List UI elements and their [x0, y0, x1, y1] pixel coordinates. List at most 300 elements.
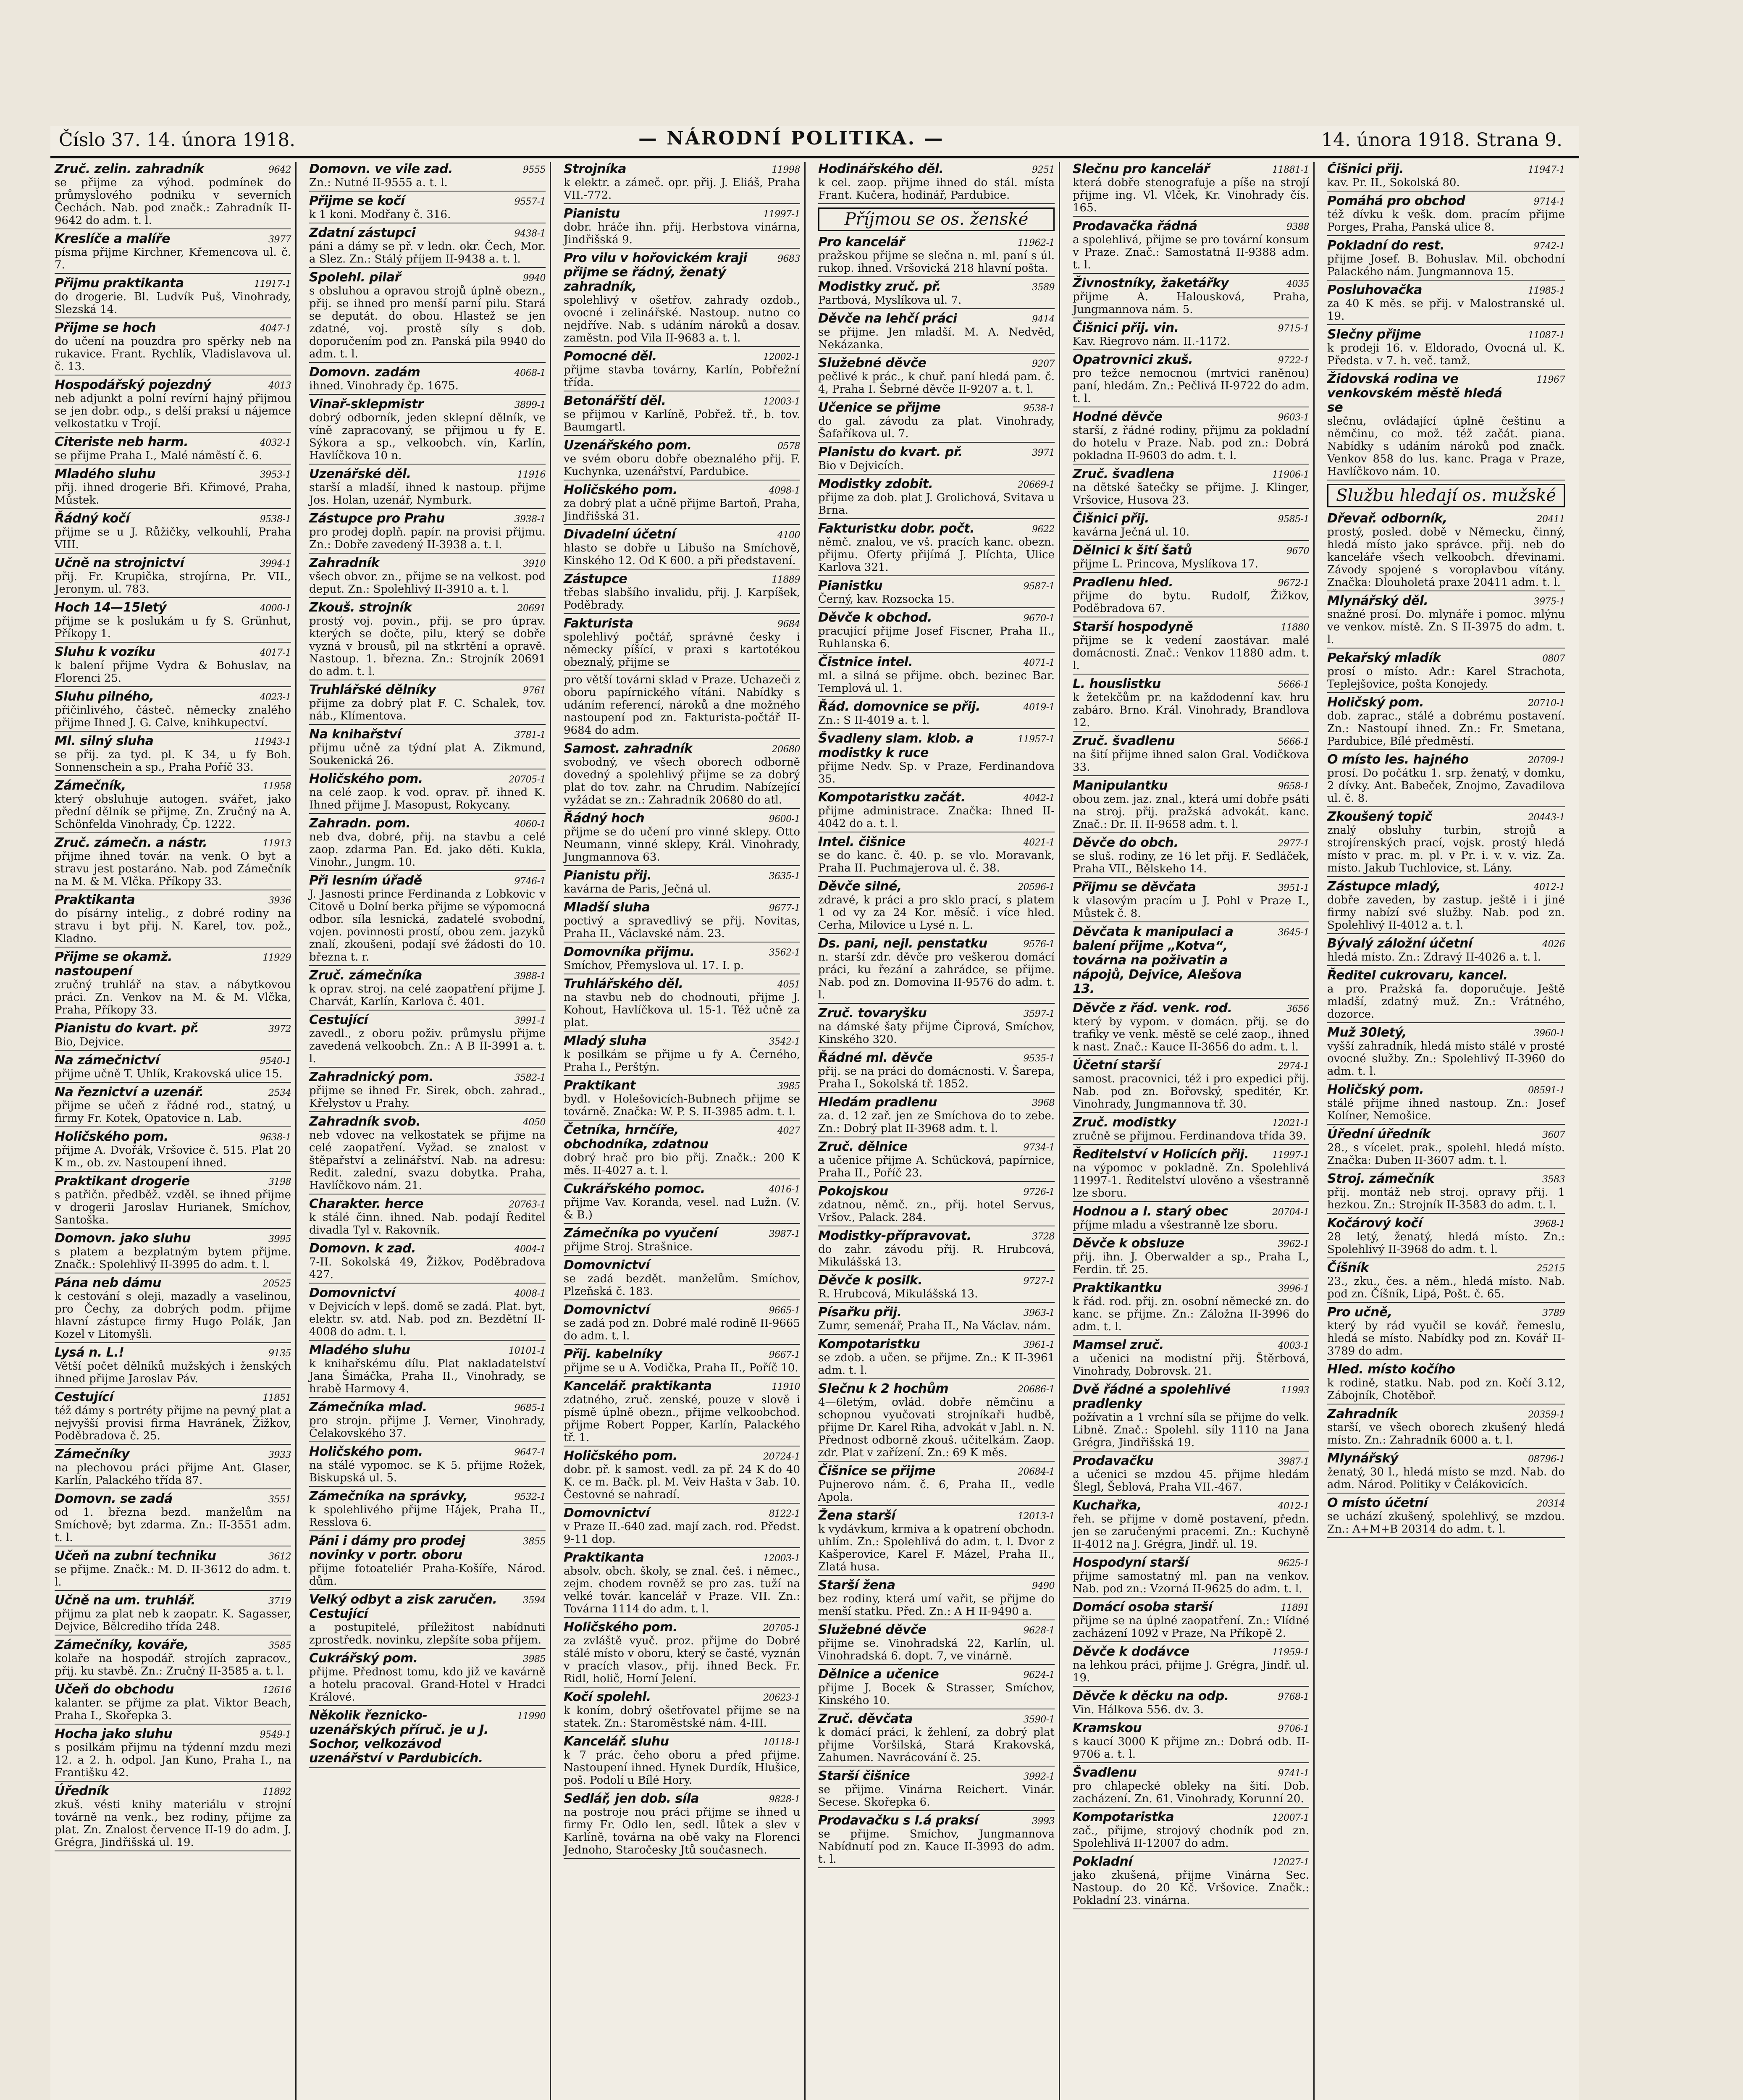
ad-heading: [1327, 1172, 1565, 1186]
ad-title: Domovnictví: [564, 1258, 650, 1273]
ad-title: Bývalý záložní účetní: [1327, 936, 1473, 951]
ad-body: za zvláště vyuč. proz. přijme do Dobré stálé místo v oboru, který se časté, vyznán v pracích vlasov., přij. ihned Beck. Fr. Ridl, holič, Horní Jelení.: [564, 1635, 800, 1685]
ad-heading: [564, 1735, 800, 1749]
ad-title: Na knihařství: [309, 727, 402, 742]
ad-code: 5666-1: [1278, 737, 1309, 747]
ad-heading: [309, 556, 546, 570]
ad-heading: [564, 1690, 800, 1704]
ad-body: na postroje nou práci přijme se ihned u firmy Fr. Odlo len, sedl. lůtek a slev v Karlíně, továrna na obě vaky na Florenci Jednoho, Staročesky Jtů současnech.: [564, 1806, 800, 1856]
ad-body: přijme stavba továrny, Karlín, Pobřežní třída.: [564, 364, 800, 389]
ad-heading: [1327, 1261, 1565, 1275]
ad-title: Domovn. se zadá: [55, 1491, 173, 1506]
ad-heading: [1327, 753, 1565, 767]
ad-heading: [1073, 1454, 1309, 1468]
ad-heading: [564, 394, 800, 408]
classified-ad: [1073, 1721, 1309, 1763]
ad-body: starší a mladší, ihned k nastoup. přijme Jos. Holan, uzenář, Nymburk.: [309, 481, 546, 507]
ad-code: 3594: [523, 1595, 546, 1606]
classified-ad: [818, 1712, 1055, 1767]
ad-code: 11993: [1281, 1385, 1309, 1396]
classified-ad: [564, 1347, 800, 1377]
classified-ad: [1327, 1026, 1565, 1080]
classified-ad: [564, 1123, 800, 1179]
ad-title: Děvče k dodávce: [1073, 1644, 1189, 1659]
ad-heading: [818, 1667, 1055, 1682]
ad-code: 3953-1: [260, 470, 291, 480]
ad-heading: [309, 601, 546, 615]
ad-heading: [1073, 353, 1309, 367]
classified-ad: [818, 522, 1055, 576]
ad-body: 7-II. Sokolská 49, Žižkov, Poděbradova 427.: [309, 1256, 546, 1281]
ad-body: jako zkušená, přijme Vinárna Sec. Nastoup. do 20 Kč. Vršovice. Značk.: Pokladní 23. vinárna.: [1073, 1869, 1309, 1907]
ad-code: 9683: [777, 254, 800, 264]
ad-heading: [1327, 372, 1565, 415]
ad-heading: [55, 1492, 291, 1506]
ad-heading: [564, 162, 800, 176]
ad-code: 20710-1: [1528, 698, 1565, 709]
classified-ad: [55, 601, 291, 643]
ad-body: přijmu za plat neb k zaopatr. K. Sagasser, Dejvice, Bělcrediho třída 248.: [55, 1608, 291, 1633]
ad-code: 3992-1: [1023, 1772, 1055, 1782]
ad-body: do písárny intelig., z dobré rodiny na stravu i byt přij. N. Karel, tov. pož., Kladno.: [55, 907, 291, 945]
ad-title: Zahradn. pom.: [309, 816, 411, 831]
ad-heading: [1073, 467, 1309, 481]
classified-ad: [309, 365, 546, 395]
ad-code: 11892: [262, 1787, 291, 1797]
ad-title: Truhlářské dělníky: [309, 682, 436, 697]
ad-title: Kompotaristku: [818, 1337, 920, 1352]
classified-ad: [1327, 1216, 1565, 1258]
ad-heading: [564, 1347, 800, 1362]
classified-ad: [309, 467, 546, 509]
classified-ad: [1073, 1766, 1309, 1808]
classified-ad: [309, 556, 546, 598]
classified-ad: [564, 207, 800, 249]
classified-ad: [55, 779, 291, 833]
ad-title: Praktikant: [564, 1078, 636, 1093]
ad-heading: [1073, 543, 1309, 558]
ad-code: 3562-1: [769, 948, 800, 958]
ad-code: 9540-1: [260, 1056, 291, 1066]
ad-code: 9603-1: [1278, 412, 1309, 423]
ad-heading: [1073, 1556, 1309, 1570]
ad-heading: [55, 1727, 291, 1741]
ad-heading: [309, 1197, 546, 1211]
ad-heading: [818, 401, 1055, 415]
ad-code: 3968: [1032, 1098, 1055, 1108]
classified-ad: [1073, 1689, 1309, 1719]
ad-code: 25215: [1536, 1263, 1565, 1274]
classified-ad: [55, 950, 291, 1019]
ad-title: Učně na strojnictví: [55, 556, 184, 570]
ad-title: Zámečníka mlad.: [309, 1400, 427, 1415]
classified-ad: [564, 162, 800, 204]
ad-body: přijme se u J. Růžičky, velkouhlí, Praha VIII.: [55, 526, 291, 551]
ad-title: Kuchařka,: [1073, 1498, 1142, 1513]
classified-ad: [1073, 1147, 1309, 1202]
ad-body: kavárna de Paris, Ječná ul.: [564, 883, 711, 895]
classified-ad: [55, 1174, 291, 1229]
ad-heading: [55, 1053, 291, 1068]
ad-title: Cestující: [309, 1013, 368, 1027]
classified-ad: [818, 1769, 1055, 1811]
ad-title: Několik řeznicko-uzenářských příruč. je u J. Sochor, velkozávod uzenářství v Pardubicích.: [309, 1708, 488, 1766]
ad-title: Domovn. k zad.: [309, 1241, 416, 1256]
ad-title: Účetní starší: [1073, 1058, 1160, 1073]
ad-heading: [309, 683, 546, 697]
column-5: [1068, 162, 1315, 2100]
classified-ad: [1073, 1454, 1309, 1496]
ad-code: 3991-1: [514, 1016, 546, 1026]
ad-title: Přijmu se děvčata: [1073, 880, 1196, 895]
ad-body: který by rád vyučil se kovář. řemeslu, hledá se místo. Nabídky pod zn. Kovář II-3789 do adm.: [1327, 1320, 1565, 1357]
ad-code: 3985: [777, 1081, 800, 1092]
classified-ad: [818, 401, 1055, 443]
ad-heading: [55, 1593, 291, 1608]
ad-heading: [309, 226, 546, 240]
ad-title: Na zámečnictví: [55, 1053, 160, 1068]
ad-body: kavárna Ječná ul. 10.: [1073, 526, 1190, 538]
ad-heading: [55, 1276, 291, 1290]
ad-body: Bio v Dejvicích.: [818, 459, 904, 472]
classified-ad: [1073, 677, 1309, 732]
ad-body: pro težce nemocnou (mrtvici raněnou) paní, hledám. Zn.: Pečlivá II-9722 do adm. t. l.: [1073, 367, 1309, 405]
classified-ad: [55, 1346, 291, 1388]
ad-code: 9670: [1286, 546, 1309, 556]
ad-heading: [55, 1683, 291, 1697]
ad-heading: [1327, 1127, 1565, 1142]
ad-title: Kreslíče a malíře: [55, 231, 170, 246]
classified-ad: [564, 572, 800, 614]
classified-ad: [309, 816, 546, 871]
ad-heading: [564, 528, 800, 542]
ad-title: Pomáhá pro obchod: [1327, 194, 1465, 208]
ad-code: 4027: [777, 1126, 800, 1136]
ad-heading: [564, 207, 800, 221]
ad-title: Švadleny slam. klob. a modistky k ruce: [818, 731, 974, 760]
ad-title: Na řeznictví a uzenář.: [55, 1085, 204, 1100]
ad-title: Sluhu k vozíku: [55, 645, 155, 659]
classified-ad: [564, 483, 800, 525]
ad-body: pro větší továrni sklad v Praze. Uchazeči z oboru papírnického vítáni. Nabídky s udáním referencí, nároků a dne možného nastoupení pod zn. Fakturista-počtář II-9684 do adm.: [564, 674, 800, 737]
ad-heading: [1073, 321, 1309, 335]
classified-ad: [1073, 1338, 1309, 1380]
ad-heading: [309, 727, 546, 742]
ad-code: 11985-1: [1528, 286, 1565, 296]
ad-heading: [309, 512, 546, 526]
ad-title: Úředník: [55, 1784, 109, 1798]
ad-title: Zruč. zelin. zahradník: [55, 162, 204, 176]
ad-title: Lysá n. L.!: [55, 1345, 124, 1360]
classified-ad: [309, 874, 546, 966]
ad-title: Zruč. švadlena: [1073, 467, 1174, 481]
classified-ad: [818, 579, 1055, 608]
classified-ad: [55, 232, 291, 274]
classified-ad: [564, 900, 800, 942]
ad-title: Zruč. děvčata: [818, 1712, 913, 1726]
ad-heading: [1327, 328, 1565, 342]
ad-title: Praktikanta: [55, 892, 135, 907]
ad-title: Děvčata k manipulaci a balení přijme „Kotva“, továrna na poživatin a nápojů, Dejvice, Alešova 13.: [1073, 924, 1242, 996]
ad-title: Cukrářského pomoc.: [564, 1181, 705, 1196]
classified-ad: [818, 1051, 1055, 1093]
classified-ad: [818, 1140, 1055, 1182]
ad-code: 11891: [1281, 1603, 1309, 1613]
ad-heading: [309, 1286, 546, 1300]
ad-body: k domácí práci, k žehlení, za dobrý plat přijme Voršilská, Stará Krakovská, Zahumen. Navrácování č. 25.: [818, 1726, 1055, 1764]
ad-heading: [564, 1379, 800, 1394]
ad-heading: [309, 1343, 546, 1357]
ad-code: 4004-1: [514, 1244, 546, 1255]
ad-title: Ředitelství v Holicích přij.: [1073, 1147, 1249, 1162]
classified-ad: [1073, 219, 1309, 274]
classified-ad: [1073, 1205, 1309, 1234]
ad-heading: [564, 1449, 800, 1463]
classified-ad: [55, 1276, 291, 1343]
ad-body: k cestování s oleji, mazadly a vaselinou, pro Čechy, za dobrých podm. přijme hlavní zástupce firmy Hugo Polák, Jan Kozel v Litomyšli.: [55, 1290, 291, 1341]
classified-ad: [55, 162, 291, 229]
ad-body: zručně se přijmou. Ferdinandova třída 39.: [1073, 1130, 1306, 1142]
ad-heading: [55, 1346, 291, 1360]
ad-title: Posluhovačka: [1327, 283, 1422, 297]
section-banner: Příjmou se os. ženské: [818, 207, 1055, 231]
ad-title: Zámečníka po vyučení: [564, 1226, 718, 1241]
ad-body: příjme mladu a všestranně lze sboru.: [1073, 1219, 1278, 1231]
classified-ad: [1327, 1452, 1565, 1494]
ad-title: Pokladní do rest.: [1327, 238, 1445, 253]
ad-title: Opatrovnici zkuš.: [1073, 352, 1193, 367]
ad-body: na dámské šaty přijme Čiprová, Smíchov, Kinského 320.: [818, 1021, 1055, 1046]
ad-heading: [55, 690, 291, 704]
ad-code: 3985: [523, 1654, 546, 1664]
classified-ad: [1073, 162, 1309, 217]
ad-heading: [818, 655, 1055, 669]
ad-code: 3585: [268, 1641, 291, 1651]
classified-ad: [1073, 353, 1309, 407]
ad-body: na dětské šatečky se přijme. J. Klinger, Vršovice, Husova 23.: [1073, 481, 1309, 507]
ad-title: Zahradník: [1327, 1407, 1397, 1421]
ad-heading: [55, 1549, 291, 1563]
ad-title: Pokladní: [1073, 1854, 1133, 1869]
classified-ad: [1327, 1496, 1565, 1538]
classified-ad: [564, 617, 800, 671]
ad-title: Učeň do obchodu: [55, 1682, 174, 1697]
ad-title: Slečnu pro kancelář: [1073, 162, 1210, 176]
ad-heading: [818, 579, 1055, 593]
ad-body: přijme do bytu. Rudolf, Žižkov, Poděbradova 67.: [1073, 590, 1309, 615]
ad-body: ženatý, 30 l., hledá místo se mzd. Nab. do adm. Národ. Politiky v Čelákovicích.: [1327, 1466, 1565, 1491]
ad-body: k elektr. a zámeč. opr. přij. J. Eliáš, Praha VII.-772.: [564, 176, 800, 202]
ad-title: Kompotaristka: [1073, 1810, 1174, 1824]
ad-title: Holičského pom.: [55, 1129, 168, 1144]
classified-ad: [818, 1382, 1055, 1462]
ad-heading: [1073, 219, 1309, 234]
classified-ad: [1073, 321, 1309, 350]
ad-body: poctivý a spravedlivý se přij. Novitas, Praha II., Václavské nám. 23.: [564, 915, 800, 940]
ad-title: Čišnici přij. vin.: [1073, 320, 1179, 335]
ad-heading: [818, 790, 1055, 805]
classified-ad: [55, 1549, 291, 1591]
ad-heading: [309, 1489, 546, 1504]
classified-ad: [818, 1006, 1055, 1048]
ad-code: 9665-1: [769, 1305, 800, 1316]
ad-code: 3590-1: [1023, 1714, 1055, 1725]
ad-body: na šití přijme ihned salon Gral. Vodičkova 33.: [1073, 748, 1309, 774]
ad-title: Pekařský mladík: [1327, 651, 1441, 665]
ad-title: Dělnice a učenice: [818, 1667, 939, 1682]
ad-body: stálé přijme ihned nastoup. Zn.: Josef Kolíner, Nemošice.: [1327, 1097, 1565, 1122]
classified-ad: [564, 977, 800, 1032]
ad-title: Zámečníka na správky,: [309, 1489, 468, 1504]
classified-ad: [818, 235, 1055, 277]
ad-code: 4071-1: [1023, 658, 1055, 668]
ad-body: přij. ihn. J. Oberwalder a sp., Praha I., Ferdin. tř. 25.: [1073, 1251, 1309, 1276]
ad-title: Mladší sluha: [564, 900, 650, 915]
ad-heading: [55, 321, 291, 335]
classified-ad: [55, 321, 291, 375]
ad-title: Dělnici k šití šatů: [1073, 543, 1192, 558]
ad-heading: [1073, 1236, 1309, 1251]
ad-body: zručný truhlář na stav. a nábytkovou práci. Zn. Venkov na M. & M. Vlčka, Praha, Příkopy 33.: [55, 979, 291, 1016]
classified-ad: [564, 674, 800, 739]
ad-code: 08591-1: [1528, 1085, 1565, 1096]
ad-title: Domovnictví: [309, 1286, 396, 1300]
ad-heading: [55, 734, 291, 748]
classified-ad: [564, 1034, 800, 1076]
ad-title: Zdatní zástupci: [309, 226, 416, 240]
ad-code: 9624-1: [1023, 1670, 1055, 1680]
issue-number: Číslo 37. 14. února 1918.: [59, 129, 296, 151]
ad-code: 9538-1: [1023, 403, 1055, 414]
ad-body: přijme se. Vinohradská 22, Karlín, ul. Vinohradská 6. dopt. 7, ve vinárně.: [818, 1637, 1055, 1662]
classified-ad: [1327, 937, 1565, 966]
ad-body: všech obvor. zn., přijme se na velkost. pod deput. Zn.: Spolehlivý II-3910 a. t. l.: [309, 570, 546, 596]
ad-body: snažné prosí. Do. mlynáře i pomoc. mlýnu ve venkov. místě. Zn. S II-3975 do adm. t. l.: [1327, 608, 1565, 646]
ad-body: pro chlapecké obleky na šití. Dob. zacházení. Zn. 61. Vinohrady, Korunní 20.: [1073, 1780, 1309, 1805]
ad-code: 11997-1: [763, 209, 800, 220]
ad-heading: [1327, 162, 1565, 176]
ad-body: kalanter. se přijme za plat. Viktor Beach, Praha I., Skořepka 3.: [55, 1697, 291, 1722]
ad-body: přijme Nedv. Sp. v Praze, Ferdinandova 35.: [818, 760, 1055, 785]
ad-code: 9715-1: [1278, 323, 1309, 334]
classified-ad: [818, 732, 1055, 788]
ad-code: 9638-1: [260, 1132, 291, 1143]
ad-title: Zámečníky: [55, 1447, 130, 1462]
ad-title: Betonářští děl.: [564, 394, 666, 408]
ad-body: slečnu, ovládající úplně češtinu a němčinu, co mož. též začát. piana. Nabídky s udáním nároků pod značk. Venkov 858 do lus. kanc. Praga v Praze, Havlíčkovo nám. 10.: [1327, 415, 1565, 478]
ad-code: 4003-1: [1278, 1341, 1309, 1351]
ad-code: 12003-1: [763, 1553, 800, 1564]
ad-code: 4068-1: [514, 368, 546, 378]
ad-heading: [818, 356, 1055, 370]
ad-title: Čistnice intel.: [818, 655, 913, 669]
ad-body: přijme učně T. Uhlík, Krakovská ulice 15.: [55, 1068, 283, 1080]
ad-code: 20669-1: [1018, 480, 1055, 490]
classified-ad: [309, 270, 546, 363]
ad-title: Zástupce mladý,: [1327, 879, 1441, 894]
ad-heading: [818, 1814, 1055, 1828]
ad-code: 4016-1: [769, 1184, 800, 1195]
ad-body: na stálé vypomoc. se K 5. přijme Rožek, Biskupská ul. 5.: [309, 1459, 546, 1484]
ad-heading: [564, 349, 800, 364]
classified-ad: [309, 969, 546, 1011]
ad-body: Zn.: S II-4019 a. t. l.: [818, 714, 930, 727]
ad-title: Židovská rodina ve venkovském městě hledá se: [1327, 372, 1502, 415]
ad-body: k 7 prác. čeho oboru a před přijme. Nastoupení ihned. Hynek Durdík, Hlušice, poš. Podolí u Bílé Hory.: [564, 1749, 800, 1787]
ad-heading: [309, 1070, 546, 1084]
ad-body: dob. zaprac., stálé a dobrému postavení. Zn.: Nastoupí ihned. Zn.: Fr. Smetana, Pardubice, Bílé předměstí.: [1327, 710, 1565, 748]
classified-ad: [55, 1492, 291, 1546]
ad-body: zdravé, k práci a pro sklo prací, s platem 1 od vy za 24 Kor. měsíč. i více hled. Cerha, Milovice u Lysé n. L.: [818, 894, 1055, 932]
ad-body: prosí. Do počátku 1. srp. ženatý, v domku, 2 dívky. Ant. Babeček, Znojmo, Zavadilova ul. č. 8.: [1327, 767, 1565, 805]
classified-ad: [309, 397, 546, 465]
ad-heading: [818, 1229, 1055, 1243]
ad-title: Děvče do obch.: [1073, 835, 1179, 850]
ad-body: zavedl., z oboru poživ. průmyslu přijme zavedená velkoobch. Zn.: A B II-3991 a. t. l.: [309, 1027, 546, 1065]
ad-body: kolaře na hospodář. strojích zapracov., přij. ku stavbě. Zn.: Zručný II-3585 a. t. l.: [55, 1652, 291, 1677]
classified-ad: [309, 1197, 546, 1239]
classified-ad: [564, 811, 800, 866]
ad-heading: [564, 438, 800, 453]
ad-heading: [564, 1182, 800, 1196]
ad-body: za dobrý plat a učně přijme Bartoň, Praha, Jindřišská 31.: [564, 497, 800, 522]
ad-body: přijme Stroj. Strašnice.: [564, 1241, 693, 1253]
ad-body: a učenici na modistní přij. Štěrbová, Vinohrady, Dobrovsk. 21.: [1073, 1352, 1309, 1378]
classified-ad: [818, 1667, 1055, 1709]
classified-ad: [818, 1273, 1055, 1303]
ad-title: Slečnu k 2 hochům: [818, 1381, 949, 1396]
ad-code: 9727-1: [1023, 1276, 1055, 1286]
ad-title: Mlynářský: [1327, 1451, 1398, 1466]
classified-ad: [1327, 1083, 1565, 1125]
ad-code: 3972: [268, 1024, 291, 1034]
ad-body: ml. a silná se přijme. obch. bezinec Bar. Templová ul. 1.: [818, 669, 1055, 695]
ad-title: Zámečník,: [55, 778, 126, 793]
ad-title: Čišnici přij.: [1073, 511, 1150, 526]
ad-heading: [55, 645, 291, 659]
ad-body: zdatného, zruč. zenské, pouze v slově i písmě úplně obezn., přijme velkoobchod. přijme Robert Popper, Karlín, Palackého tř. 1.: [564, 1394, 800, 1444]
classified-ad: [309, 601, 546, 680]
ad-heading: [818, 835, 1055, 849]
classified-ad: [309, 1709, 546, 1768]
ad-title: Domovn. ve vile zad.: [309, 162, 453, 176]
ad-body: přijmu učně za týdní plat A. Zikmund, Soukenická 26.: [309, 742, 546, 767]
ad-code: 9940: [523, 273, 546, 284]
classified-ad: [818, 445, 1055, 475]
ad-code: 4098-1: [769, 486, 800, 496]
classified-ad: [55, 1683, 291, 1725]
ad-code: 12027-1: [1272, 1857, 1309, 1868]
ad-heading: [1073, 836, 1309, 850]
ad-title: Hodné děvče: [1073, 410, 1163, 424]
classified-ad: [1327, 512, 1565, 591]
ad-code: 3994-1: [260, 559, 291, 569]
ad-code: 20724-1: [763, 1452, 800, 1462]
ad-code: 9538-1: [260, 514, 291, 525]
ad-title: Zruč. švadlenu: [1073, 734, 1175, 748]
section-banner: Službu hledají os. mužské: [1327, 484, 1565, 507]
ad-code: 11910: [772, 1382, 800, 1392]
ad-code: 3899-1: [514, 400, 546, 410]
classified-ad: [1073, 620, 1309, 675]
column-6: [1323, 162, 1569, 2100]
ad-code: 20705-1: [763, 1623, 800, 1633]
classified-ad: [309, 1534, 546, 1590]
ad-heading: [309, 1445, 546, 1459]
classified-ad: [564, 1182, 800, 1224]
ad-code: 2977-1: [1278, 838, 1309, 849]
ad-body: k stálé činn. ihned. Nab. podají Ředitel divadla Tyl v. Rakovník.: [309, 1211, 546, 1236]
